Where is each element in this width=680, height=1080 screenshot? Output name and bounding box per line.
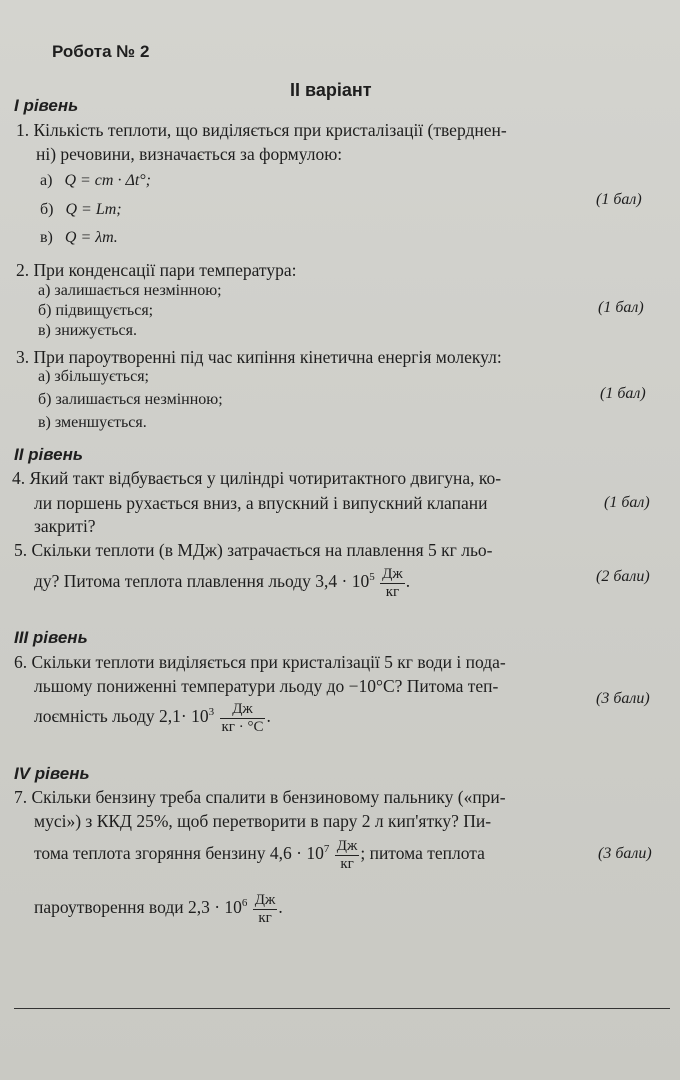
q6-line-1: 6. Скільки теплоти виділяється при кристалізації 5 кг води і пода- (14, 652, 506, 672)
q6-line-3 (34, 701, 271, 735)
q6-unit-numerator: Дж (220, 701, 266, 719)
q5-unit-denominator: кг (385, 583, 400, 600)
q2-option-b: б) підвищується; (38, 302, 154, 319)
level-2-heading: II рівень (14, 445, 83, 464)
q4-line-2: ли поршень рухається вниз, а впускний і випускний клапани (34, 493, 488, 513)
q7-tail: . (278, 897, 283, 918)
q7-unit-fraction-1 (335, 838, 360, 872)
q7-exponent-1: 7 (323, 843, 330, 856)
q7-unit-denominator-1: кг (340, 855, 354, 872)
q2-line-1: 2. При конденсації пари температура: (16, 260, 297, 280)
q1-option-a-label: а) (40, 172, 53, 189)
q6-text: лоємність льоду 2,1· 10 (34, 706, 209, 727)
q4-points: (1 бал) (604, 494, 650, 511)
q3-option-c: в) зменшується. (38, 414, 147, 431)
q7-unit-numerator-2: Дж (254, 892, 276, 908)
work-title: Робота № 2 (52, 42, 150, 61)
q6-tail: . (266, 706, 271, 727)
q5-line-1: 5. Скільки теплоти (в МДж) затрачається на плавлення 5 кг льо- (14, 540, 493, 560)
q3-points: (1 бал) (600, 385, 646, 402)
q7-text-1: тома теплота згоряння бензину 4,6 · 10 (34, 843, 324, 864)
q4-line-3: закриті? (34, 516, 96, 536)
q1-option-b-formula: Q = Lm; (65, 201, 122, 218)
q7-exponent-2: 6 (241, 897, 248, 910)
q7-text-3: пароутворення води 2,3 · 10 (34, 897, 242, 918)
q1-line-1: 1. Кількість теплоти, що виділяється при кристалізації (тверднен- (16, 120, 507, 140)
q7-unit-numerator-1: Дж (336, 838, 358, 854)
q3-option-b: б) залишається незмінною; (38, 391, 223, 408)
q1-line-2: ні) речовини, визначається за формулою: (36, 144, 343, 164)
q1-option-c-formula: Q = λm. (64, 229, 118, 246)
q5-unit-numerator: Дж (382, 566, 403, 582)
q3-option-a: а) збільшується; (38, 368, 149, 385)
q7-line-2: мусі») з ККД 25%, щоб перетворити в пару 2 л кип'ятку? Пи- (34, 811, 492, 831)
q2-option-a: а) залишається незмінною; (38, 282, 222, 299)
q6-unit-fraction (220, 701, 266, 735)
q6-exponent: 3 (208, 706, 215, 719)
q1-points: (1 бал) (596, 191, 642, 208)
level-3-heading: III рівень (14, 628, 88, 647)
q5-line-2 (34, 566, 410, 600)
q2-points: (1 бал) (598, 299, 644, 316)
q1-option-a (40, 172, 151, 190)
q7-points: (3 бали) (598, 845, 652, 862)
q1-option-b (40, 201, 122, 219)
q1-option-b-label: б) (40, 201, 54, 218)
q7-line-3 (34, 838, 485, 872)
level-1-heading: I рівень (14, 96, 79, 115)
q7-unit-fraction-2 (253, 892, 278, 926)
q6-unit-denominator: кг · °C (221, 718, 264, 735)
q7-text-2: ; питома теплота (360, 843, 485, 864)
q1-option-c-label: в) (40, 229, 53, 246)
q4-line-1: 4. Який такт відбувається у циліндрі чотиритактного двигуна, ко- (12, 468, 502, 488)
q7-line-1: 7. Скільки бензину треба спалити в бензиновому пальнику («при- (14, 787, 506, 807)
q5-tail: . (405, 571, 411, 592)
q2-option-c: в) знижується. (38, 322, 137, 339)
bottom-divider (14, 1008, 670, 1009)
q5-exponent: 5 (369, 571, 375, 584)
q7-unit-denominator-2: кг (258, 909, 272, 926)
q3-line-1: 3. При пароутворенні під час кипіння кінетична енергія молекул: (16, 347, 502, 367)
q1-option-a-formula: Q = cm · Δt°; (64, 172, 152, 189)
q6-points: (3 бали) (596, 690, 650, 707)
q1-option-c (40, 229, 118, 247)
q5-points: (2 бали) (596, 568, 650, 585)
variant-title: II варіант (290, 80, 372, 100)
q5-unit-fraction (380, 566, 405, 600)
q5-text: ду? Питома теплота плавлення льоду 3,4 · 10 (34, 571, 370, 592)
q7-line-4 (34, 892, 283, 926)
level-4-heading: IV рівень (14, 764, 90, 783)
q6-line-2: льшому пониженні температури льоду до −10°C? Питома теп- (34, 676, 499, 696)
